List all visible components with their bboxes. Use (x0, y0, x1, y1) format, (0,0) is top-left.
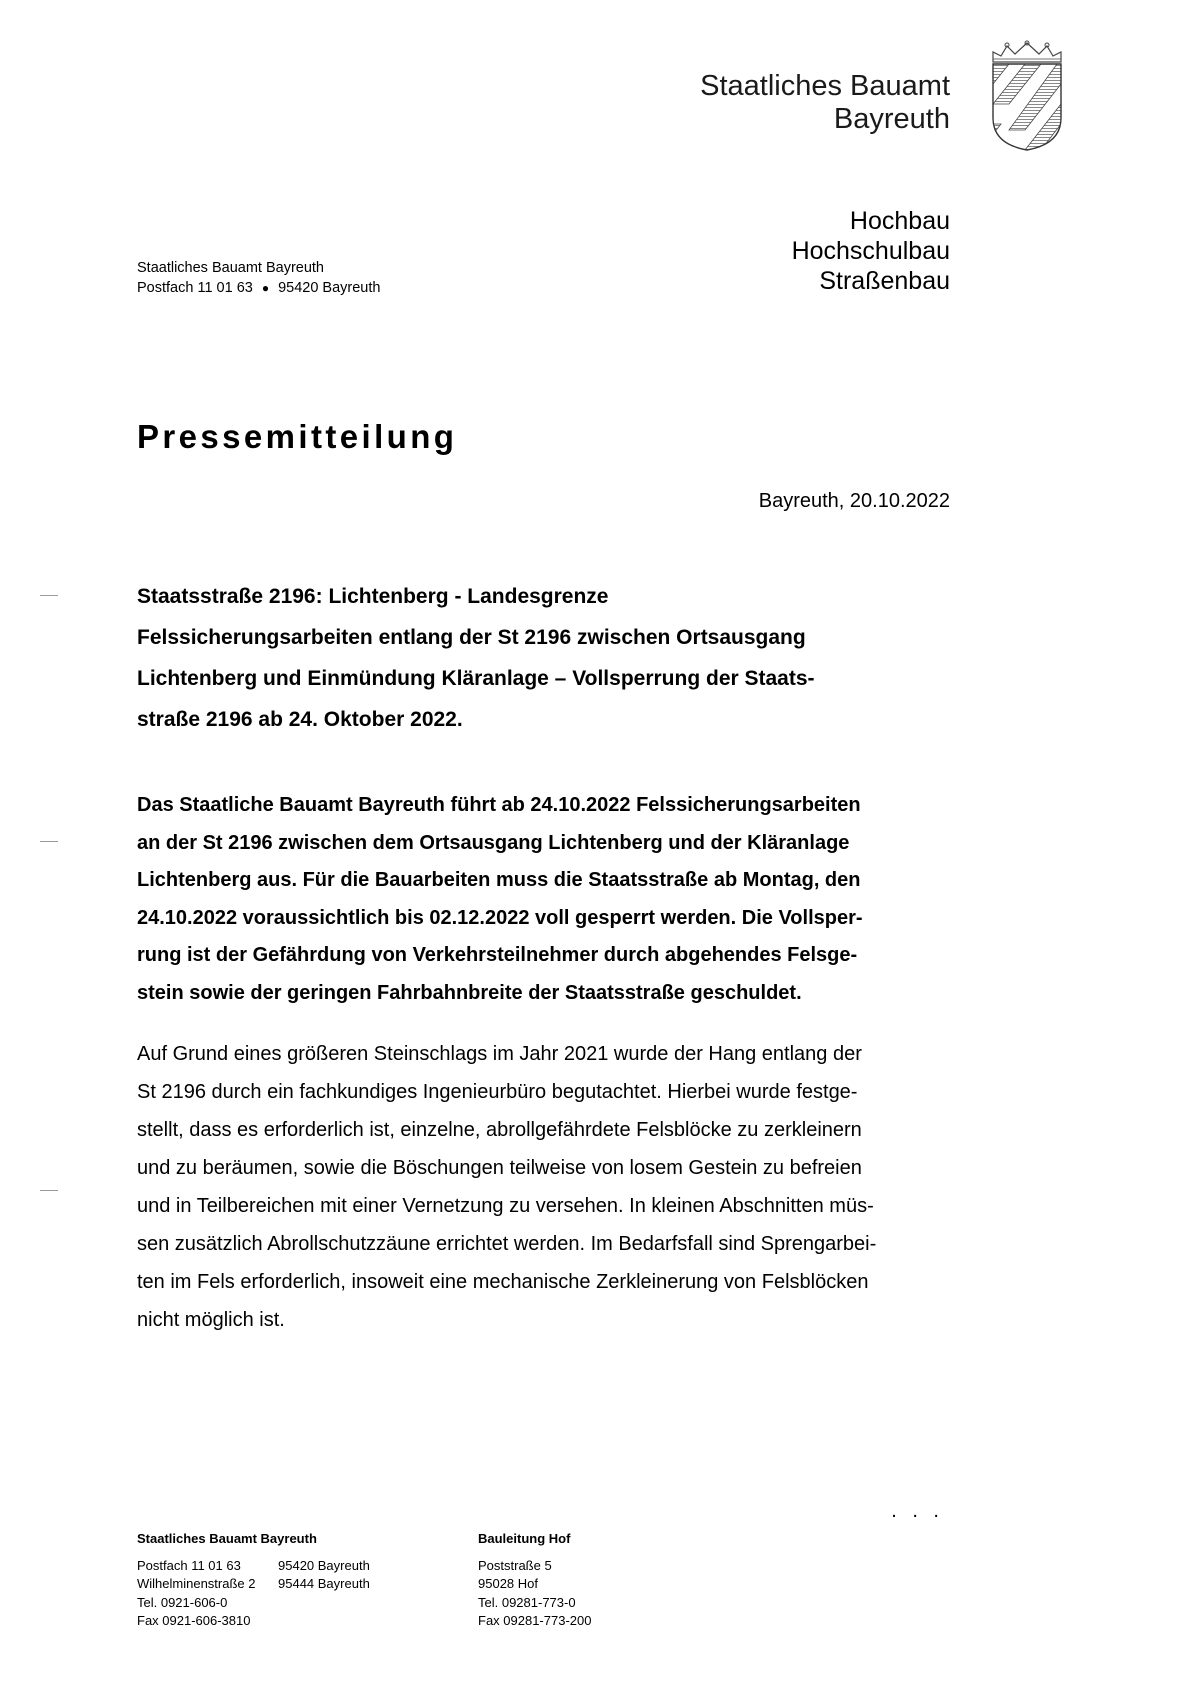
department-hochbau: Hochbau (849, 207, 950, 235)
sender-city: 95420 Bayreuth (278, 280, 381, 296)
fold-mark (40, 1190, 58, 1191)
body-line: nicht möglich ist. (137, 1309, 285, 1331)
lead-paragraph (137, 787, 947, 1012)
footer-cell: 95420 Bayreuth (278, 1557, 370, 1573)
department-strassenbau: Straßenbau (819, 267, 950, 295)
footer-cell: Fax 0921-606-3810 (137, 1613, 251, 1628)
footer-row: 95028 Hof (478, 1576, 538, 1591)
heading-line: Staatsstraße 2196: Lichtenberg - Landesgrenze (137, 585, 609, 608)
document-title: Pressemitteilung (137, 418, 458, 455)
heading-line: straße 2196 ab 24. Oktober 2022. (137, 708, 463, 731)
fold-mark (40, 841, 58, 842)
footer-hof (478, 1530, 591, 1631)
footer-row: Fax 09281-773-200 (478, 1613, 592, 1628)
footer-heading: Bauleitung Hof (478, 1531, 571, 1546)
sender-postfach: Postfach 11 01 63 (137, 280, 253, 296)
footer-row (137, 1575, 370, 1594)
lead-line: Lichtenberg aus. Für die Bauarbeiten muss die Staatsstraße ab Montag, den (137, 869, 861, 891)
footer-row (137, 1612, 370, 1631)
footer-bayreuth (137, 1530, 370, 1631)
org-name-line1: Staatliches Bauamt (700, 70, 950, 102)
body-line: ten im Fels erforderlich, insoweit eine mechanische Zerkleinerung von Felsblöcken (137, 1271, 869, 1293)
department-hochschulbau: Hochschulbau (791, 237, 950, 265)
footer-cell: Tel. 0921-606-0 (137, 1594, 228, 1610)
sender-postal-line (137, 278, 380, 298)
footer-cell: 95444 Bayreuth (278, 1576, 370, 1591)
footer-cell: Postfach 11 01 63 (137, 1557, 241, 1573)
continuation-marker: . . . (891, 1500, 944, 1522)
lead-line: 24.10.2022 voraussichtlich bis 02.12.2022 voll gesperrt werden. Die Vollsper- (137, 906, 863, 929)
body-line: und in Teilbereichen mit einer Vernetzung zu versehen. In kleinen Abschnitten müs- (137, 1195, 874, 1217)
sender-address (137, 258, 380, 298)
sender-name: Staatliches Bauamt Bayreuth (137, 260, 324, 276)
fold-mark (40, 595, 58, 596)
lead-line: an der St 2196 zwischen dem Ortsausgang Lichtenberg und der Kläranlage (137, 831, 850, 854)
bavarian-coat-of-arms-icon (987, 40, 1067, 152)
heading-line: Lichtenberg und Einmündung Kläranlage – Vollsperrung der Staats- (137, 667, 815, 690)
footer-row: Poststraße 5 (478, 1557, 552, 1573)
lead-line: rung ist der Gefährdung von Verkehrsteilnehmer durch abgehendes Felsge- (137, 944, 858, 966)
footer-heading: Staatliches Bauamt Bayreuth (137, 1531, 317, 1546)
footer-cell: Wilhelminenstraße 2 (137, 1576, 256, 1591)
body-line: sen zusätzlich Abrollschutzzäune errichtet werden. Im Bedarfsfall sind Sprengarbei- (137, 1233, 877, 1255)
footer-row: Tel. 09281-773-0 (478, 1594, 576, 1610)
org-name-line2: Bayreuth (833, 103, 950, 135)
lead-line: Das Staatliche Bauamt Bayreuth führt ab 24.10.2022 Felssicherungsarbeiten (137, 794, 861, 816)
body-line: Auf Grund eines größeren Steinschlags im Jahr 2021 wurde der Hang entlang der (137, 1043, 862, 1065)
lead-line: stein sowie der geringen Fahrbahnbreite der Staatsstraße geschuldet. (137, 981, 802, 1004)
body-line: St 2196 durch ein fachkundiges Ingenieurbüro begutachtet. Hierbei wurde festge- (137, 1081, 858, 1103)
heading-line: Felssicherungsarbeiten entlang der St 2196 zwischen Ortsausgang (137, 626, 806, 649)
body-line: und zu beräumen, sowie die Böschungen teilweise von losem Gestein zu befreien (137, 1157, 862, 1179)
press-release-heading (137, 576, 957, 740)
body-line: stellt, dass es erforderlich ist, einzelne, abrollgefährdete Felsblöcke zu zerkleinern (137, 1119, 862, 1141)
body-paragraph (137, 1035, 947, 1339)
footer-row (137, 1594, 370, 1613)
footer-row (137, 1557, 370, 1576)
separator-dot: ● (261, 281, 270, 295)
departments-list (792, 206, 950, 296)
document-date: Bayreuth, 20.10.2022 (758, 490, 950, 512)
org-name (700, 70, 950, 136)
